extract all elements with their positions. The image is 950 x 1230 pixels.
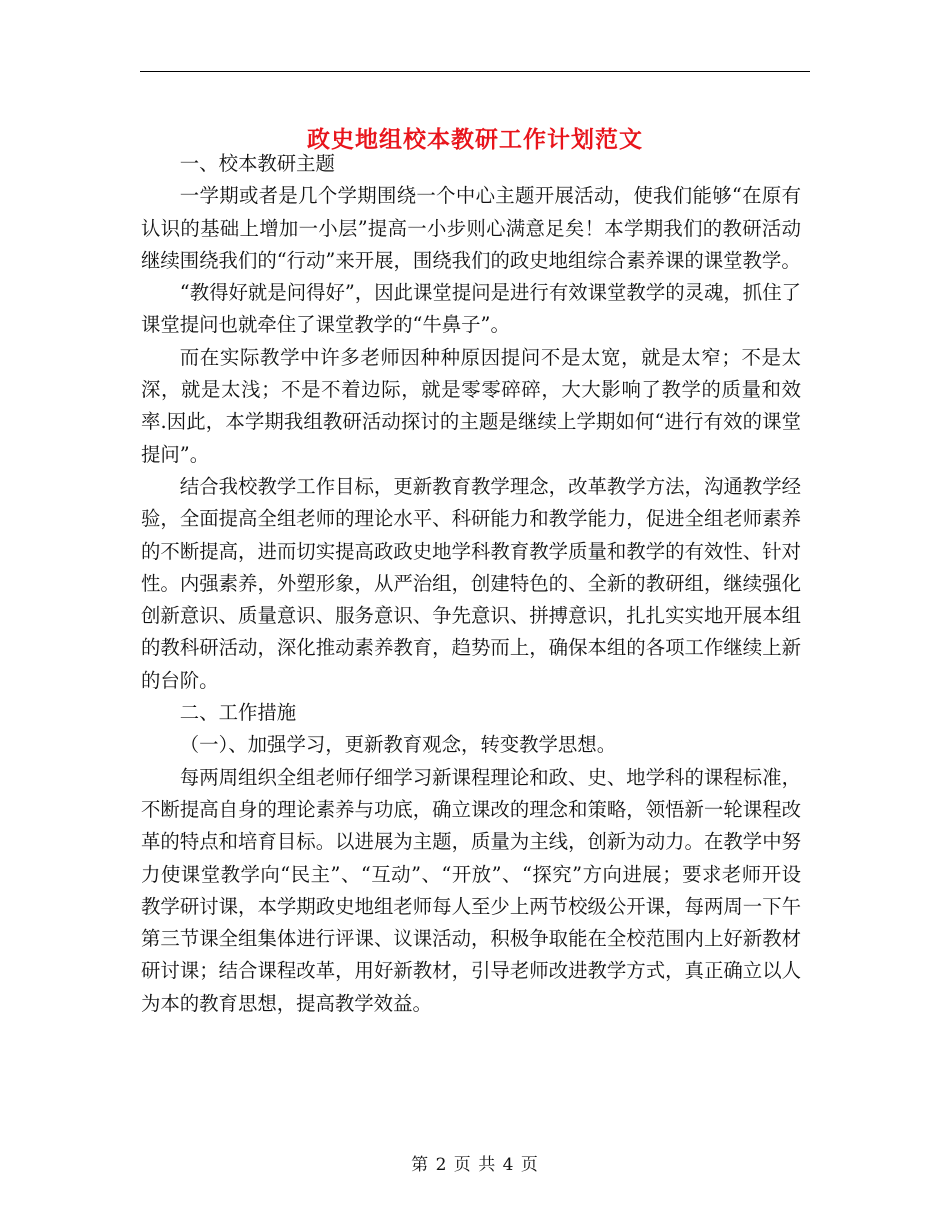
subsection-heading: （一）、加强学习，更新教育观念，转变教学思想。	[179, 733, 617, 757]
body-paragraph: 结合我校教学工作目标，更新教育教学理念，改革教学方法，沟通教学经验，全面提高全组老师的理论水平、科研能力和教学能力，促进全组老师素养的不断提高，进而切实提高政政史地学科教育教学质量和教学的有效性、针对性。内强素养，外塑形象，从严治组，创建特色的、全新的教研组，继续强化创新意识、质量意识、服务意识、争先意识、拼搏意识，扎扎实实地开展本组的教科研活动，深化推动素养教育，趋势而上，确保本组的各项工作继续上新的台阶。	[141, 474, 801, 692]
body-paragraph: 一学期或者是几个学期围绕一个中心主题开展活动，使我们能够“在原有认识的基础上增加一小层”提高一小步则心满意足矣！本学期我们的教研活动继续围绕我们的“行动”来开展，围绕我们的政史地组综合素养课的课堂教学。	[141, 184, 801, 272]
body-paragraph: 而在实际教学中许多老师因种种原因提问不是太宽，就是太窄；不是太深，就是太浅；不是不着边际，就是零零碎碎，大大影响了教学的质量和效率.因此，本学期我组教研活动探讨的主题是继续上学期如何“进行有效的课堂提问”。	[141, 345, 801, 466]
document-title: 政史地组校本教研工作计划范文	[307, 126, 643, 154]
page-number-footer: 第 2 页 共 4 页	[411, 1155, 539, 1175]
body-paragraph: 每两周组织全组老师仔细学习新课程理论和政、史、地学科的课程标准，不断提高自身的理论素养与功底，确立课改的理念和策略，领悟新一轮课程改革的特点和培育目标。以进展为主题，质量为主线，创新为动力。在教学中努力使课堂教学向“民主”、“互动”、“开放”、“探究”方向进展；要求老师开设教学研讨课，本学期政史地组老师每人至少上两节校级公开课，每两周一下午第三节课全组集体进行评课、议课活动，积极争取能在全校范围内上好新教材研讨课；结合课程改革，用好新教材，引导老师改进教学方式，真正确立以人为本的教育思想，提高教学效益。	[141, 765, 801, 1015]
document-body	[141, 148, 801, 1020]
section-heading: 一、校本教研主题	[179, 152, 335, 175]
body-paragraph: “教得好就是问得好”，因此课堂提问是进行有效课堂教学的灵魂，抓住了课堂提问也就牵住了课堂教学的“牛鼻子”。	[141, 281, 801, 337]
header-rule	[140, 71, 810, 72]
section-heading: 二、工作措施	[179, 701, 297, 725]
